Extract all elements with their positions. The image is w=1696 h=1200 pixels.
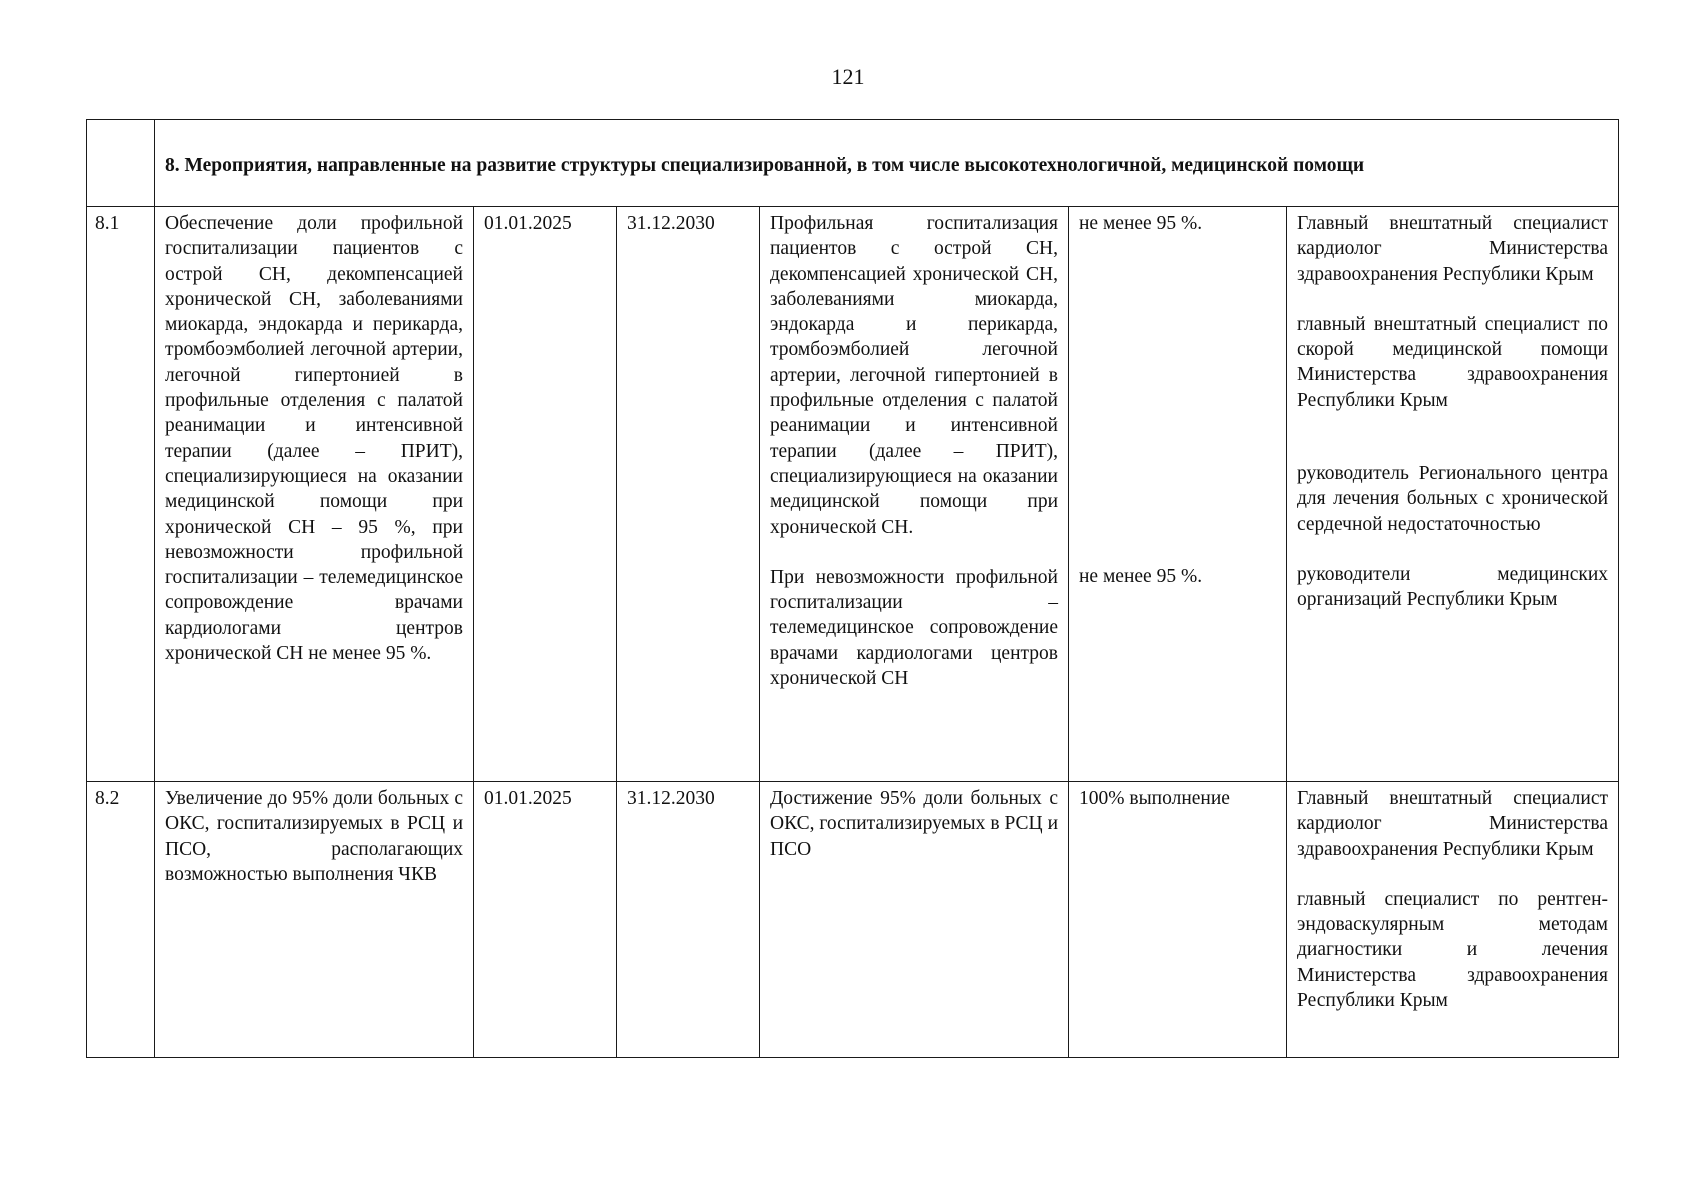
responsible-person: главный специалист по рентген-эндоваскулярным методам диагностики и лечения Министерства здравоохранения Республики Крым xyxy=(1297,888,1609,1012)
responsible-person: руководитель Регионального центра для лечения больных с хронической сердечной недостаточностью xyxy=(1297,463,1609,535)
row-result-paragraph: Профильная госпитализация пациентов с острой СН, декомпенсацией хронической СН, заболеваниями миокарда, эндокарда и перикарда, тромбоэмболией легочной артерии, легочной гипертонией в профильные отделения с палатой реанимации и интенсивной терапии (далее – ПРИТ), специализирующиеся на оказании медицинской помощи при хронической СН. xyxy=(770,213,1058,538)
row-end-date: 31.12.2030 xyxy=(617,782,760,1058)
row-target-value-text: не менее 95 %. xyxy=(1079,213,1203,234)
row-target-value-text: не менее 95 %. xyxy=(1079,566,1203,588)
responsible-person: главный внештатный специалист по скорой медицинской помощи Министерства здравоохранения Республики Крым xyxy=(1297,313,1609,411)
row-number: 8.2 xyxy=(87,782,155,1058)
section-number-cell xyxy=(87,120,155,207)
section-title: 8. Мероприятия, направленные на развитие структуры специализированной, в том числе высокотехнологичной, медицинской помощи xyxy=(155,120,1619,207)
table-row xyxy=(87,782,1619,1058)
row-result xyxy=(760,207,1069,782)
row-responsible xyxy=(1287,782,1619,1058)
responsible-person: Главный внештатный специалист кардиолог Министерства здравоохранения Республики Крым xyxy=(1297,788,1609,860)
row-start-date: 01.01.2025 xyxy=(474,782,617,1058)
measures-table xyxy=(86,119,1619,1058)
row-description: Обеспечение доли профильной госпитализации пациентов с острой СН, декомпенсацией хронической СН, заболеваниями миокарда, эндокарда и перикарда, тромбоэмболией легочной артерии, легочной гипертонией в профильные отделения с палатой реанимации и интенсивной терапии (далее – ПРИТ), специализирующиеся на оказании медицинской помощи при хронической СН – 95 %, при невозможности профильной госпитализации – телемедицинское сопровождение врачами кардиологами центров хронической СН не менее 95 %. xyxy=(155,207,474,782)
row-number: 8.1 xyxy=(87,207,155,782)
row-target-value xyxy=(1069,207,1287,782)
table-row xyxy=(87,207,1619,782)
row-result xyxy=(760,782,1069,1058)
row-description: Увеличение до 95% доли больных с ОКС, госпитализируемых в РСЦ и ПСО, располагающих возможностью выполнения ЧКВ xyxy=(155,782,474,1058)
page-number: 121 xyxy=(831,64,865,89)
row-result-paragraph: Достижение 95% доли больных с ОКС, госпитализируемых в РСЦ и ПСО xyxy=(770,788,1058,860)
responsible-person: руководители медицинских организаций Республики Крым xyxy=(1297,563,1609,611)
row-start-date: 01.01.2025 xyxy=(474,207,617,782)
responsible-person: Главный внештатный специалист кардиолог Министерства здравоохранения Республики Крым xyxy=(1297,213,1609,285)
row-target-value-text: 100% выполнение xyxy=(1079,788,1230,809)
row-result-paragraph: При невозможности профильной госпитализации – телемедицинское сопровождение врачами кардиологами центров хронической СН xyxy=(770,566,1058,690)
row-responsible xyxy=(1287,207,1619,782)
row-target-value xyxy=(1069,782,1287,1058)
section-header-row xyxy=(87,120,1619,207)
row-end-date: 31.12.2030 xyxy=(617,207,760,782)
